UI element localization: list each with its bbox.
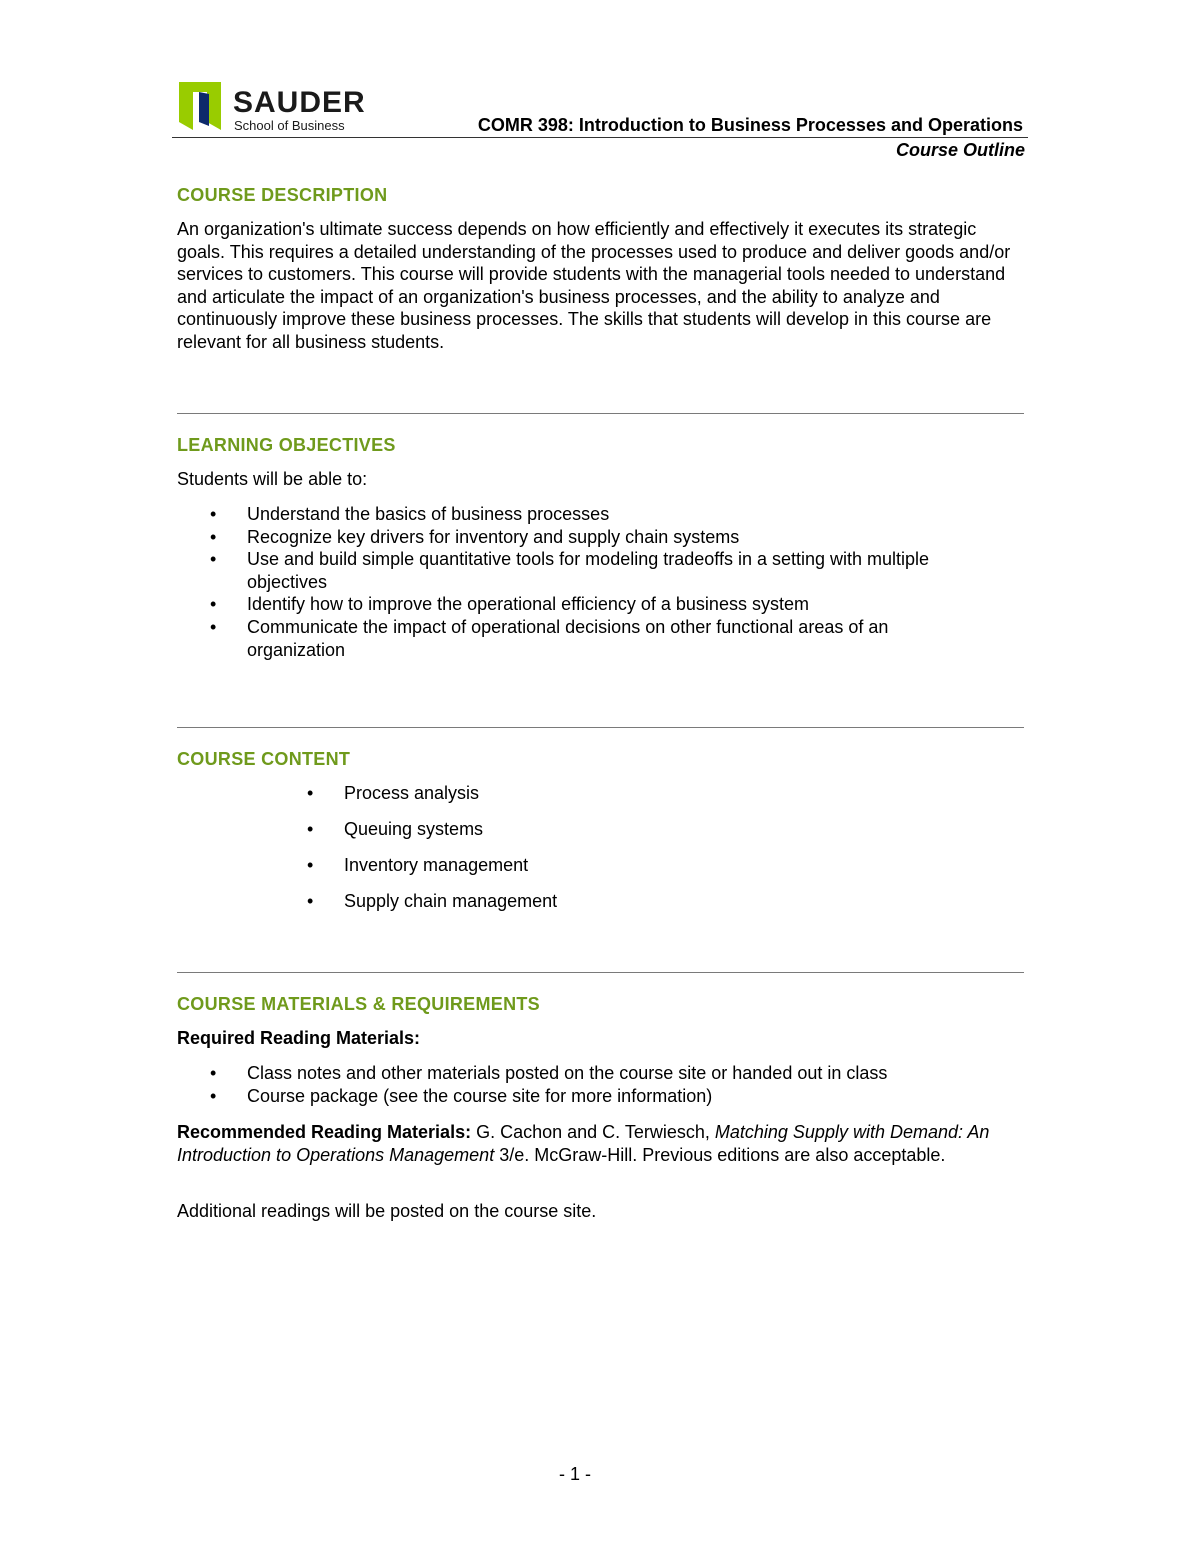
list-item: • Class notes and other materials posted on the course site or handed out in class (177, 1062, 1027, 1085)
learning-objectives-heading: LEARNING OBJECTIVES (177, 435, 396, 455)
learning-objectives-intro: Students will be able to: (177, 469, 368, 489)
course-description-heading: COURSE DESCRIPTION (177, 185, 388, 205)
list-item: • Identify how to improve the operational efficiency of a business system (177, 593, 1027, 616)
logo-subtitle: School of Business (234, 118, 345, 133)
recommended-book-title: Matching Supply with Demand: An Introduction to Operations Management (177, 1122, 990, 1165)
additional-readings-note: Additional readings will be posted on the course site. (177, 1201, 597, 1221)
list-item: • Communicate the impact of operational decisions on other functional areas of an organization (177, 616, 1027, 661)
list-item: • Queuing systems (177, 818, 1027, 841)
list-item: • Use and build simple quantitative tools for modeling tradeoffs in a setting with multiple objectives (177, 548, 1027, 593)
header-divider (172, 137, 1028, 138)
list-item: • Recognize key drivers for inventory and supply chain systems (177, 526, 1027, 549)
list-item: • Understand the basics of business processes (177, 503, 1027, 526)
learning-objectives-list (177, 503, 1027, 661)
course-description-text: An organization's ultimate success depends on how efficiently and effectively it executes its strategic goals. This requires a detailed understanding of the processes used to produce and deliver goods and/or services to customers. This course will provide students with the managerial tools needed to understand and articulate the impact of an organization's business processes, and the ability to analyze and continuously improve these business processes. The skills that students will develop in this course are relevant for all business students. (177, 219, 1011, 352)
list-item: • Supply chain management (177, 890, 1027, 913)
sauder-logo (179, 82, 369, 132)
course-materials-heading: COURSE MATERIALS & REQUIREMENTS (177, 994, 540, 1014)
recommended-reading-label: Recommended Reading Materials: (177, 1122, 472, 1142)
course-content-list (177, 782, 1027, 926)
course-content-heading: COURSE CONTENT (177, 749, 351, 769)
list-item: • Course package (see the course site for more information) (177, 1085, 1027, 1108)
section-divider (177, 727, 1024, 728)
page-number: - 1 - (558, 1464, 591, 1484)
recommended-authors: G. Cachon and C. Terwiesch, (471, 1122, 715, 1142)
sauder-logo-mark-icon (179, 82, 221, 130)
document-label: Course Outline (895, 140, 1025, 160)
section-divider (177, 972, 1024, 973)
required-reading-label: Required Reading Materials: (177, 1028, 421, 1048)
list-item: • Inventory management (177, 854, 1027, 877)
required-reading-list (177, 1062, 1027, 1107)
list-item: • Process analysis (177, 782, 1027, 805)
recommended-reading-paragraph (177, 1121, 1027, 1166)
logo-name: SAUDER (233, 86, 366, 119)
section-divider (177, 413, 1024, 414)
recommended-edition-note: 3/e. McGraw-Hill. Previous editions are also acceptable. (494, 1144, 946, 1165)
course-title: COMR 398: Introduction to Business Processes and Operations (477, 115, 1023, 135)
